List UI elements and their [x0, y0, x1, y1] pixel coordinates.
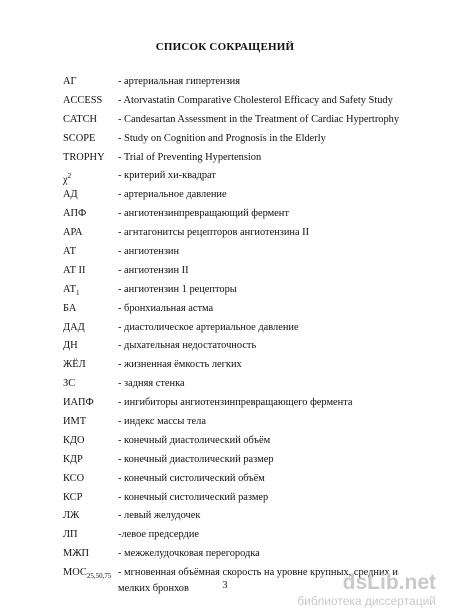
watermark-logo	[297, 572, 436, 608]
abbreviation-term	[63, 149, 105, 168]
abbreviation-row	[63, 111, 443, 130]
abbreviation-row	[63, 262, 443, 281]
abbreviation-list	[63, 73, 443, 598]
abbreviation-text: АПФ	[63, 208, 87, 220]
abbreviation-term	[63, 489, 82, 508]
abbreviation-text: SCOPE	[63, 132, 96, 144]
abbreviation-definition: - артериальное давление	[118, 189, 227, 201]
abbreviation-term	[63, 205, 86, 224]
abbreviation-definition: - межжелудочковая перегородка	[118, 548, 260, 560]
abbreviation-text: ACCESS	[63, 94, 103, 106]
abbreviation-row	[63, 73, 443, 92]
abbreviation-term	[63, 92, 102, 111]
page-title: СПИСОК СОКРАЩЕНИЙ	[155, 41, 295, 53]
abbreviation-definition: - дыхательная недостаточность	[118, 340, 257, 352]
abbreviation-term	[63, 337, 78, 356]
abbreviation-definition: - критерий хи-квадрат	[118, 170, 216, 182]
abbreviation-definition: - ангиотензин	[118, 246, 180, 258]
abbreviation-text: АРА	[63, 227, 83, 239]
abbreviation-row	[63, 470, 443, 489]
abbreviation-definition: - бронхиальная астма	[118, 302, 214, 314]
abbreviation-term	[63, 526, 78, 545]
abbreviation-term	[63, 300, 76, 319]
abbreviation-definition: - Candesartan Assessment in the Treatment of Cardiac Hypertrophy	[118, 113, 400, 125]
abbreviation-row	[63, 356, 443, 375]
abbreviation-row	[63, 205, 443, 224]
abbreviation-term	[63, 413, 86, 432]
abbreviation-term	[63, 224, 82, 243]
abbreviation-row	[63, 507, 443, 526]
abbreviation-text: ИАПФ	[63, 397, 94, 409]
abbreviation-definition: - Atorvastatin Comparative Cholesterol Efficacy and Safety Study	[118, 94, 393, 106]
abbreviation-text: КДР	[63, 453, 83, 465]
abbreviation-term	[63, 130, 95, 149]
abbreviation-row	[63, 243, 443, 262]
abbreviation-definition: -левое предсердие	[118, 529, 200, 541]
page-number: 3	[222, 580, 228, 591]
abbreviation-term	[63, 375, 75, 394]
abbreviation-term	[63, 111, 97, 130]
abbreviation-term	[63, 470, 84, 489]
watermark-main: dsLib.net	[342, 571, 436, 594]
abbreviation-superscript: 2	[67, 172, 72, 181]
abbreviation-text: ДАД	[63, 321, 85, 333]
abbreviation-term	[63, 73, 77, 92]
abbreviation-text: КСР	[63, 491, 83, 503]
abbreviation-subscript: 1	[75, 288, 80, 297]
abbreviation-row	[63, 451, 443, 470]
abbreviation-text: АТ II	[63, 264, 86, 276]
abbreviation-definition: - агнтагонитсы рецепторов ангиотензина II	[118, 227, 310, 239]
abbreviation-definition: - конечный систолический размер	[118, 491, 269, 503]
abbreviation-row	[63, 337, 443, 356]
abbreviation-text: КСО	[63, 472, 85, 484]
abbreviation-text: ЗС	[63, 378, 76, 390]
abbreviation-term	[63, 319, 85, 338]
abbreviation-definition: - левый желудочек	[118, 510, 201, 522]
abbreviation-definition: - конечный диастолический объём	[118, 434, 271, 446]
abbreviation-row	[63, 432, 443, 451]
abbreviation-term	[63, 545, 89, 564]
abbreviation-text: АГ	[63, 76, 77, 87]
abbreviation-text: АТ	[63, 246, 76, 258]
abbreviation-definition: - Study on Cognition and Prognosis in the Elderly	[118, 132, 326, 144]
abbreviation-term	[63, 394, 94, 413]
abbreviation-definition: - диастолическое артериальное давление	[118, 321, 299, 333]
abbreviation-definition: - задняя стенка	[118, 378, 185, 390]
abbreviation-definition: - ангиотензин II	[118, 264, 189, 276]
watermark-sub: библиотека диссертаций	[297, 594, 436, 608]
abbreviation-text: ЛЖ	[63, 510, 80, 522]
abbreviation-text: БА	[63, 302, 77, 314]
abbreviation-definition: - конечный диастолический размер	[118, 453, 274, 465]
abbreviation-text: ЛП	[63, 529, 78, 541]
abbreviation-definition: - ангиотензинпревращающий фермент	[118, 208, 289, 220]
abbreviation-row	[63, 375, 443, 394]
abbreviation-row	[63, 224, 443, 243]
abbreviation-text: АТ	[63, 283, 76, 295]
abbreviation-row	[63, 167, 443, 186]
abbreviation-definition: - мгновенная объёмная скорость на уровне крупных, средних и мелких бронхов	[118, 567, 398, 595]
abbreviation-definition: - ангиотензин 1 рецепторы	[118, 283, 237, 295]
abbreviation-term	[63, 243, 76, 262]
abbreviation-text: АД	[63, 189, 78, 201]
abbreviation-term	[63, 356, 86, 375]
abbreviation-row	[63, 545, 443, 564]
abbreviation-row	[63, 394, 443, 413]
abbreviation-text: CATCH	[63, 113, 98, 125]
abbreviation-row	[63, 149, 443, 168]
abbreviation-row	[63, 186, 443, 205]
abbreviation-definition: - ингибиторы ангиотензинпревращающего фермента	[118, 397, 353, 409]
abbreviation-definition: - конечный систолический объём	[118, 472, 265, 484]
abbreviation-term	[63, 432, 85, 451]
abbreviation-term	[63, 262, 85, 281]
abbreviation-text: ДН	[63, 340, 78, 352]
abbreviation-row	[63, 413, 443, 432]
abbreviation-definition: - жизненная ёмкость легких	[118, 359, 242, 371]
abbreviation-subscript: 25,50,75	[86, 572, 112, 581]
abbreviation-row	[63, 526, 443, 545]
abbreviation-row	[63, 319, 443, 338]
abbreviation-row	[63, 281, 443, 300]
abbreviation-text: МОС	[63, 567, 87, 579]
abbreviation-text: МЖП	[63, 548, 90, 560]
abbreviation-row	[63, 300, 443, 319]
abbreviation-definition: - артериальная гипертензия	[118, 76, 241, 87]
abbreviation-row	[63, 92, 443, 111]
abbreviation-text: χ	[63, 174, 68, 186]
abbreviation-term	[63, 451, 83, 470]
abbreviation-row	[63, 130, 443, 149]
abbreviation-text: ЖЁЛ	[63, 359, 86, 371]
abbreviation-definition: - индекс массы тела	[118, 416, 206, 428]
abbreviation-row	[63, 489, 443, 508]
abbreviation-text: TROPHY	[63, 151, 105, 163]
abbreviation-term	[63, 507, 79, 526]
abbreviation-text: ИМТ	[63, 416, 87, 428]
abbreviation-term	[63, 186, 78, 205]
abbreviation-text: КДО	[63, 434, 85, 446]
abbreviation-definition: - Trial of Preventing Hypertension	[118, 151, 262, 163]
